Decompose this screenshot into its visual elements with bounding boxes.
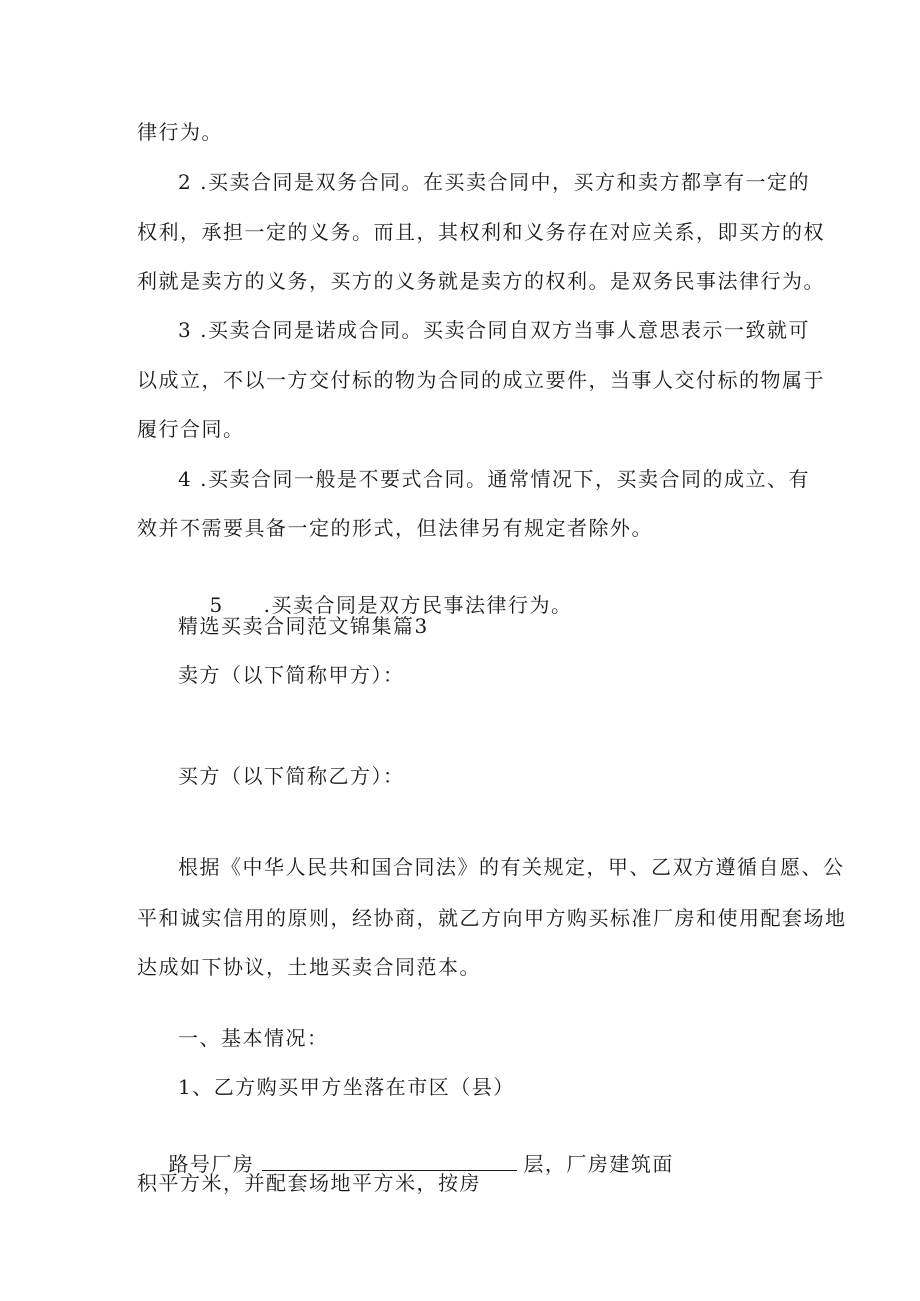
section-heading: 精选买卖合同范文锦集篇3 xyxy=(178,614,429,638)
paragraph-line: 律行为。 xyxy=(137,120,223,144)
paragraph-line: 权利，承担一定的义务。而且，其权利和义务存在对应关系，即买方的权 xyxy=(137,220,825,244)
line-text-end: 层，厂房建筑面 xyxy=(523,1152,674,1176)
seller-label: 卖方（以下简称甲方）： xyxy=(178,663,405,687)
buyer-label: 买方（以下简称乙方）： xyxy=(178,764,405,788)
paragraph-line: 达成如下协议，土地买卖合同范本。 xyxy=(137,955,481,979)
line-text-start: 路号厂房 xyxy=(168,1152,255,1176)
paragraph-line: 根据《中华人民共和国合同法》的有关规定，甲、乙双方遵循自愿、公 xyxy=(178,855,845,879)
paragraph-line: 积平方米，并配套场地平方米，按房 xyxy=(137,1171,481,1195)
paragraph-line: 效并不需要具备一定的形式，但法律另有规定者除外。 xyxy=(137,516,653,540)
item-text: .买卖合同是双方民事法律行为。 xyxy=(263,593,573,617)
paragraph-line: 3 .买卖合同是诺成合同。买卖合同自双方当事人意思表示一致就可 xyxy=(178,318,810,342)
paragraph-line: 履行合同。 xyxy=(137,417,245,441)
paragraph-line: 利就是卖方的义务，买方的义务就是卖方的权利。是双务民事法律行为。 xyxy=(137,269,825,293)
paragraph-line: 1、乙方购买甲方坐落在市区（县） xyxy=(178,1075,515,1099)
item-number: 5 xyxy=(209,593,224,617)
paragraph-line: 以成立，不以一方交付标的物为合同的成立要件，当事人交付标的物属于 xyxy=(137,368,825,392)
paragraph-line: 4 .买卖合同一般是不要式合同。通常情况下，买卖合同的成立、有 xyxy=(178,467,810,491)
paragraph-line: 平和诚实信用的原则，经协商，就乙方向甲方购买标准厂房和使用配套场地 xyxy=(137,906,847,930)
section-heading: 一、基本情况： xyxy=(178,1026,329,1050)
paragraph-line: 2 .买卖合同是双务合同。在买卖合同中，买方和卖方都享有一定的 xyxy=(178,170,810,194)
fill-in-blank xyxy=(262,1150,517,1171)
